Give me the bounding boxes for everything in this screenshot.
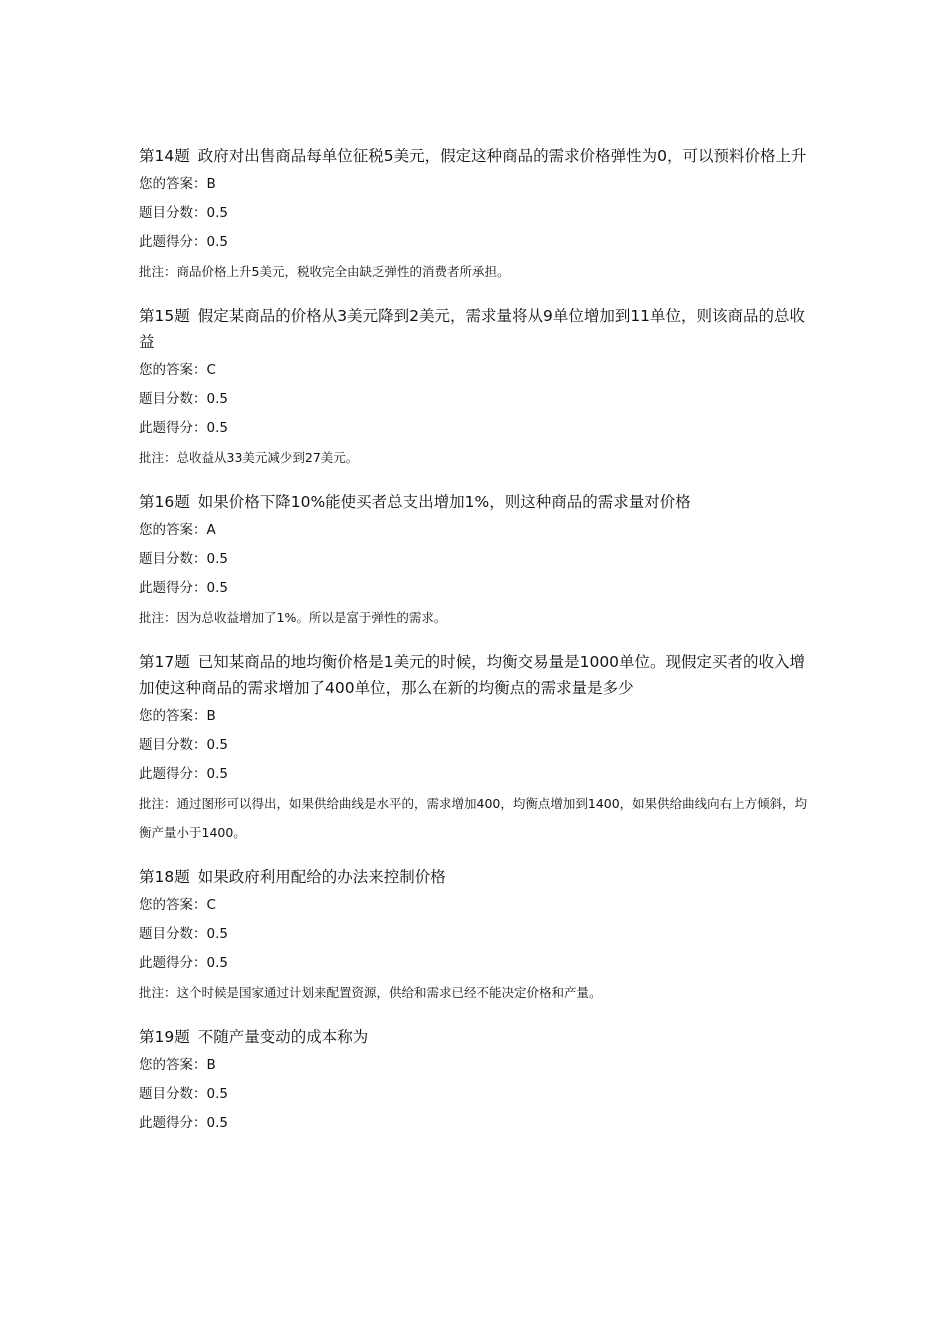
your-answer: 您的答案：B [139, 708, 216, 724]
comment: 批注：总收益从33美元减少到27美元。 [139, 450, 359, 465]
question-title [139, 303, 819, 355]
question-text: 如果政府利用配给的办法来控制价格 [197, 868, 446, 886]
question-title [139, 864, 819, 890]
your-answer: 您的答案：C [139, 897, 216, 913]
question-title [139, 143, 819, 169]
question-18 [139, 864, 819, 1007]
earned-score: 此题得分：0.5 [139, 580, 228, 596]
question-score: 题目分数：0.5 [139, 551, 228, 567]
question-text: 假定某商品的价格从3美元降到2美元，需求量将从9单位增加到11单位，则该商品的总收益 [139, 307, 806, 351]
question-19 [139, 1024, 819, 1132]
earned-score: 此题得分：0.5 [139, 766, 228, 782]
comment: 批注：通过图形可以得出，如果供给曲线是水平的，需求增加400，均衡点增加到1400，如果供给曲线向右上方倾斜，均衡产量小于1400。 [139, 796, 808, 840]
comment: 批注：商品价格上升5美元，税收完全由缺乏弹性的消费者所承担。 [139, 264, 510, 279]
earned-score: 此题得分：0.5 [139, 955, 228, 971]
your-answer: 您的答案：C [139, 362, 216, 378]
earned-score: 此题得分：0.5 [139, 1115, 228, 1131]
your-answer: 您的答案：B [139, 176, 216, 192]
question-number: 第17题 [139, 653, 190, 671]
question-score: 题目分数：0.5 [139, 926, 228, 942]
question-text: 政府对出售商品每单位征税5美元，假定这种商品的需求价格弹性为0，可以预料价格上升 [197, 147, 807, 165]
question-text: 已知某商品的地均衡价格是1美元的时候，均衡交易量是1000单位。现假定买者的收入增加使这种商品的需求增加了400单位，那么在新的均衡点的需求量是多少 [139, 653, 806, 697]
earned-score: 此题得分：0.5 [139, 420, 228, 436]
question-score: 题目分数：0.5 [139, 205, 228, 221]
your-answer: 您的答案：B [139, 1057, 216, 1073]
question-title [139, 649, 819, 701]
question-text: 不随产量变动的成本称为 [197, 1028, 369, 1046]
question-number: 第15题 [139, 307, 190, 325]
question-title [139, 1024, 819, 1050]
question-text: 如果价格下降10%能使买者总支出增加1%，则这种商品的需求量对价格 [197, 493, 691, 511]
question-14 [139, 143, 819, 286]
comment: 批注：因为总收益增加了1%。所以是富于弹性的需求。 [139, 610, 447, 625]
question-15 [139, 303, 819, 472]
comment: 批注：这个时候是国家通过计划来配置资源，供给和需求已经不能决定价格和产量。 [139, 985, 602, 1000]
question-17 [139, 649, 819, 847]
question-number: 第19题 [139, 1028, 190, 1046]
question-16 [139, 489, 819, 632]
question-number: 第16题 [139, 493, 190, 511]
question-number: 第14题 [139, 147, 190, 165]
earned-score: 此题得分：0.5 [139, 234, 228, 250]
question-list [139, 143, 819, 1149]
question-score: 题目分数：0.5 [139, 391, 228, 407]
your-answer: 您的答案：A [139, 522, 216, 538]
question-score: 题目分数：0.5 [139, 737, 228, 753]
question-number: 第18题 [139, 868, 190, 886]
question-title [139, 489, 819, 515]
question-score: 题目分数：0.5 [139, 1086, 228, 1102]
